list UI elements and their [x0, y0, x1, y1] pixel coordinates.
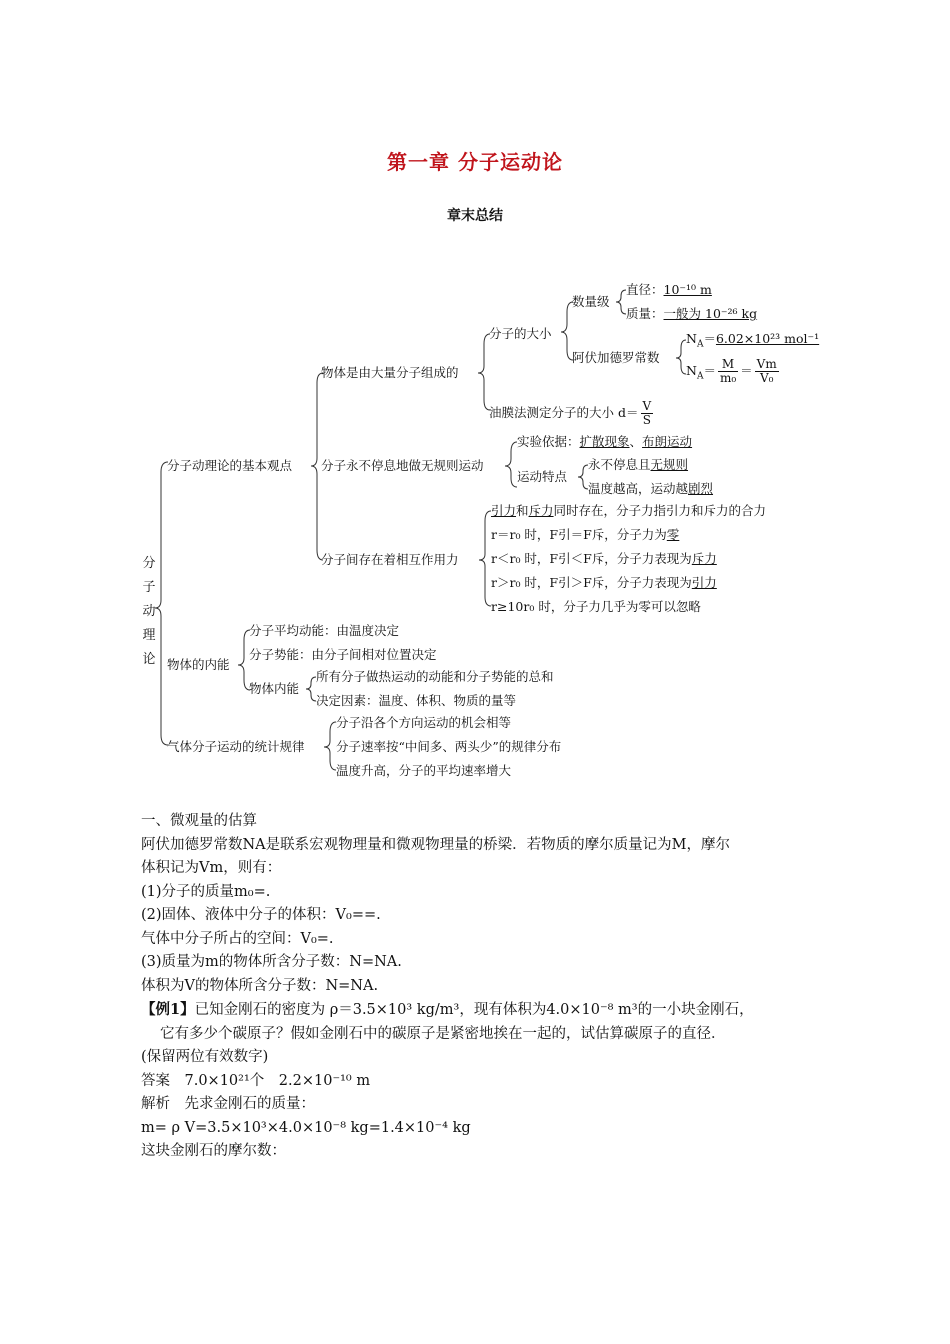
frac-den: S [642, 413, 651, 427]
force-3 [491, 551, 717, 567]
mass-label: 质量： [626, 306, 664, 321]
node-forces: 分子间存在着相互作用力 [321, 552, 459, 567]
frac-den: m₀ [719, 371, 737, 385]
frac-num: V [642, 399, 652, 413]
node-size: 分子的大小 [489, 326, 552, 341]
example-tag: 【例1】 [141, 1001, 195, 1018]
force-1 [491, 503, 766, 519]
na-eq: ＝ [703, 331, 716, 346]
feat2-text: 温度越高，运动越 [588, 481, 689, 496]
f1-and: 和 [516, 503, 529, 518]
example-line: 它有多少个碳原子？假如金刚石中的碳原子是紧密地挨在一起的，试估算碳原子的直径． [160, 1025, 726, 1042]
body-text [141, 810, 821, 1164]
example-line: (保留两位有效数字) [141, 1049, 269, 1065]
example-text: 已知金刚石的密度为 ρ＝3.5×10³ kg/m³，现有体积为4.0×10⁻⁸ m³的一小块金刚石， [194, 1002, 754, 1018]
mindmap-root [141, 552, 157, 672]
paragraph: 阿伏加德罗常数NA是联系宏观物理量和微观物理量的桥梁．若物质的摩尔质量记为M，摩尔 [141, 836, 731, 853]
feature-2 [588, 481, 713, 497]
paragraph: (1)分子的质量m₀=. [141, 883, 271, 900]
paragraph: 气体中分子所占的空间：V₀=. [141, 930, 334, 947]
feat2-key: 剧烈 [688, 481, 714, 496]
feat1-key: 无规则 [650, 457, 689, 472]
na-number: 6.02×10²³ mol⁻¹ [715, 331, 820, 346]
na2-sub: A [696, 371, 704, 382]
paragraph: 体积为V的物体所含分子数：N=NA. [141, 977, 379, 994]
frac-oil [641, 400, 654, 427]
f4-key: 引力 [691, 575, 717, 590]
node-diameter [626, 282, 712, 298]
frac-num: M [718, 358, 738, 372]
node-motion: 分子永不停息地做无规则运动 [321, 458, 484, 473]
ie-object: 物体内能 [249, 681, 300, 696]
force-2 [491, 527, 679, 543]
ie-potential: 分子势能：由分子间相对位置决定 [249, 647, 437, 662]
node-experiment [517, 434, 692, 450]
paragraph: (3)质量为m的物体所含分子数：N=NA. [141, 954, 402, 970]
section-heading: 一、微观量的估算 [141, 813, 257, 829]
node-avogadro: 阿伏加德罗常数 [572, 350, 660, 365]
section-subtitle: 章末总结 [447, 208, 503, 224]
node-oil-film [489, 398, 655, 428]
frac-eq: ＝ [740, 363, 753, 378]
exp-sep: 、 [629, 434, 643, 449]
node-composed: 物体是由大量分子组成的 [321, 365, 459, 380]
gas-3: 温度升高，分子的平均速率增大 [336, 763, 512, 778]
na2-eq: ＝ [703, 363, 716, 378]
na-symbol: N [686, 331, 697, 346]
na-sub: A [696, 339, 704, 350]
exp-brownian: 布朗运动 [642, 434, 693, 449]
na-formula [686, 356, 781, 392]
ie-definition: 所有分子做热运动的动能和分子势能的总和 [316, 669, 554, 684]
frac-molar-volume [755, 358, 779, 385]
na-value [686, 331, 819, 353]
node-gas-statistics: 气体分子运动的统计规律 [167, 739, 305, 754]
frac-den: V₀ [759, 371, 774, 385]
node-mass [626, 306, 757, 322]
answer: 答案 7.0×10²¹个 2.2×10⁻¹⁰ m [141, 1072, 371, 1089]
root-label: 分 子 动 理 论 [142, 556, 156, 667]
oil-d: d＝ [618, 405, 639, 420]
diam-label: 直径： [626, 282, 664, 297]
f2-key: 零 [666, 527, 680, 542]
node-order: 数量级 [572, 294, 610, 309]
frac-num: Vm [756, 357, 777, 371]
oil-label: 油膜法测定分子的大小 [489, 405, 615, 420]
f1-attract: 引力 [491, 503, 517, 518]
f1-repel: 斥力 [528, 503, 554, 518]
paragraph: 体积记为Vm，则有： [141, 860, 282, 876]
example-line [141, 998, 821, 1023]
force-4 [491, 575, 717, 591]
exp-label: 实验依据： [517, 434, 580, 449]
paragraph: 这块金刚石的摩尔数： [141, 1143, 286, 1159]
node-features: 运动特点 [517, 469, 568, 484]
f2-text: r＝r₀ 时，F引＝F斥，分子力为 [491, 527, 667, 542]
ie-factors: 决定因素：温度、体积、物质的量等 [316, 693, 517, 708]
node-basic-views: 分子动理论的基本观点 [167, 458, 293, 473]
gas-2: 分子速率按“中间多、两头少”的规律分布 [336, 739, 562, 754]
feature-1 [588, 457, 688, 473]
frac-molar-mass [718, 358, 738, 385]
paragraph: (2)固体、液体中分子的体积：V₀==. [141, 907, 381, 923]
na2-symbol: N [686, 363, 697, 378]
f4-text: r＞r₀ 时，F引＞F斥，分子力表现为 [491, 575, 692, 590]
solution: 解析 先求金刚石的质量： [141, 1096, 315, 1112]
feat1-text: 永不停息且 [588, 457, 651, 472]
exp-diffusion: 扩散现象 [579, 434, 630, 449]
calculation: m= ρ V=3.5×10³×4.0×10⁻⁸ kg=1.4×10⁻⁴ kg [141, 1119, 471, 1136]
ie-kinetic: 分子平均动能：由温度决定 [249, 623, 400, 638]
f1-rest: 同时存在，分子力指引力和斥力的合力 [553, 503, 767, 518]
diam-value: 10⁻¹⁰ m [663, 282, 712, 297]
mass-value: 一般为 10⁻²⁶ kg [663, 306, 758, 321]
gas-1: 分子沿各个方向运动的机会相等 [336, 715, 512, 730]
force-5: r≥10r₀ 时，分子力几乎为零可以忽略 [491, 599, 701, 614]
node-internal-energy: 物体的内能 [167, 657, 230, 672]
chapter-title: 第一章 分子运动论 [387, 150, 563, 174]
f3-key: 斥力 [691, 551, 717, 566]
f3-text: r＜r₀ 时，F引＜F斥，分子力表现为 [491, 551, 692, 566]
